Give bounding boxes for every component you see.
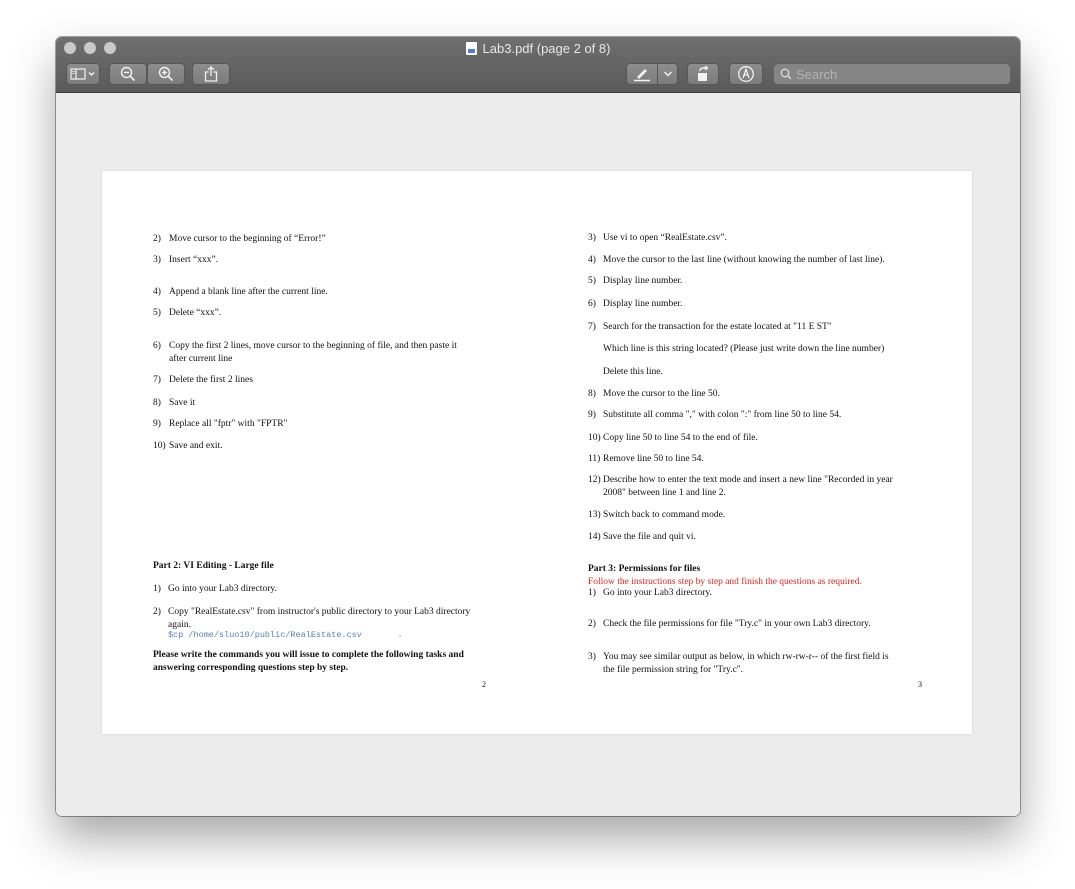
list-item: Which line is this string located? (Please just write down the line number) <box>603 344 885 354</box>
zoom-out-button[interactable] <box>109 63 147 85</box>
rotate-icon <box>695 66 711 82</box>
search-icon <box>780 68 792 80</box>
annotate-icon <box>737 65 755 83</box>
list-item: 2) Copy "RealEstate.csv" from instructor's public directory to your Lab3 directory again. <box>153 607 471 630</box>
rotate-button[interactable] <box>687 63 719 85</box>
list-item: 13) Switch back to command mode. <box>588 510 726 520</box>
highlight-button[interactable] <box>626 63 658 85</box>
list-item: 3) Insert “xxx”. <box>153 255 219 265</box>
copy-command: $cp /home/sluo10/public/RealEstate.csv . <box>168 630 403 640</box>
list-item: 5) Delete “xxx”. <box>153 308 222 318</box>
list-item: 6) Display line number. <box>588 299 683 309</box>
list-item: 9) Replace all "fptr" with "FPTR" <box>153 419 288 429</box>
list-item: 14) Save the file and quit vi. <box>588 532 696 542</box>
instructions-line-1: Please write the commands you will issue to complete the following tasks and <box>153 650 464 660</box>
part2-heading: Part 2: VI Editing - Large file <box>153 561 274 571</box>
search-input[interactable] <box>796 65 1001 83</box>
zoom-in-icon <box>158 66 174 82</box>
zoom-in-button[interactable] <box>147 63 185 85</box>
share-button[interactable] <box>192 63 230 85</box>
window-title: Lab3.pdf (page 2 of 8) <box>482 41 611 56</box>
window-title-area <box>56 40 1020 58</box>
list-item: 8) Move the cursor to the line 50. <box>588 389 720 399</box>
list-item: 2) Check the file permissions for file "Try.c" in your own Lab3 directory. <box>588 619 871 629</box>
pdf-page-2 <box>102 171 537 734</box>
title-bar <box>56 37 1020 93</box>
list-item: 5) Display line number. <box>588 276 683 286</box>
list-item: 7) Delete the first 2 lines <box>153 375 253 385</box>
list-item: 1) Go into your Lab3 directory. <box>153 584 277 594</box>
annotate-button[interactable] <box>729 63 763 85</box>
pdf-page-3 <box>537 171 972 734</box>
page-number: 3 <box>918 680 922 689</box>
part3-note: Follow the instructions step by step and finish the questions as required. <box>588 577 862 587</box>
list-item: 7) Search for the transaction for the estate located at "11 E ST" <box>588 322 832 332</box>
sidebar-icon <box>70 68 96 80</box>
list-item: 12) Describe how to enter the text mode and insert a new line "Recorded in year 2008" between line 1 and line 2. <box>588 475 893 498</box>
instructions-line-2: answering corresponding questions step by step. <box>153 663 349 673</box>
list-item: 9) Substitute all comma "," with colon ":" from line 50 to line 54. <box>588 410 842 420</box>
list-item: 4) Append a blank line after the current line. <box>153 287 328 297</box>
list-item: 3) Use vi to open “RealEstate.csv”. <box>588 233 727 243</box>
list-item: 11) Remove line 50 to line 54. <box>588 454 704 464</box>
zoom-out-icon <box>120 66 136 82</box>
list-item: 8) Save it <box>153 398 196 408</box>
list-item: 1) Go into your Lab3 directory. <box>588 588 712 598</box>
page-spread <box>102 171 972 734</box>
list-item: 10) Copy line 50 to line 54 to the end of file. <box>588 433 758 443</box>
highlight-pen-icon <box>633 66 651 82</box>
highlight-menu-button[interactable] <box>658 63 678 85</box>
list-item: Delete this line. <box>603 367 663 377</box>
chevron-down-icon <box>663 70 673 78</box>
preview-window <box>56 37 1020 816</box>
pdf-document-icon <box>466 42 477 55</box>
list-item: 2) Move cursor to the beginning of “Error!” <box>153 234 326 244</box>
part3-heading: Part 3: Permissions for files <box>588 564 701 574</box>
document-viewport[interactable] <box>56 93 1020 816</box>
list-item: 4) Move the cursor to the last line (without knowing the number of last line). <box>588 255 885 265</box>
sidebar-toggle-button[interactable] <box>66 63 100 85</box>
share-icon <box>204 66 218 82</box>
page-number: 2 <box>482 680 486 689</box>
search-field[interactable] <box>773 63 1011 85</box>
list-item: 6) Copy the first 2 lines, move cursor to the beginning of file, and then paste it after current line <box>153 341 457 364</box>
list-item: 3) You may see similar output as below, in which rw-rw-r-- of the first field is the file permission string for "Try.c". <box>588 652 889 675</box>
list-item: 10) Save and exit. <box>153 441 223 451</box>
